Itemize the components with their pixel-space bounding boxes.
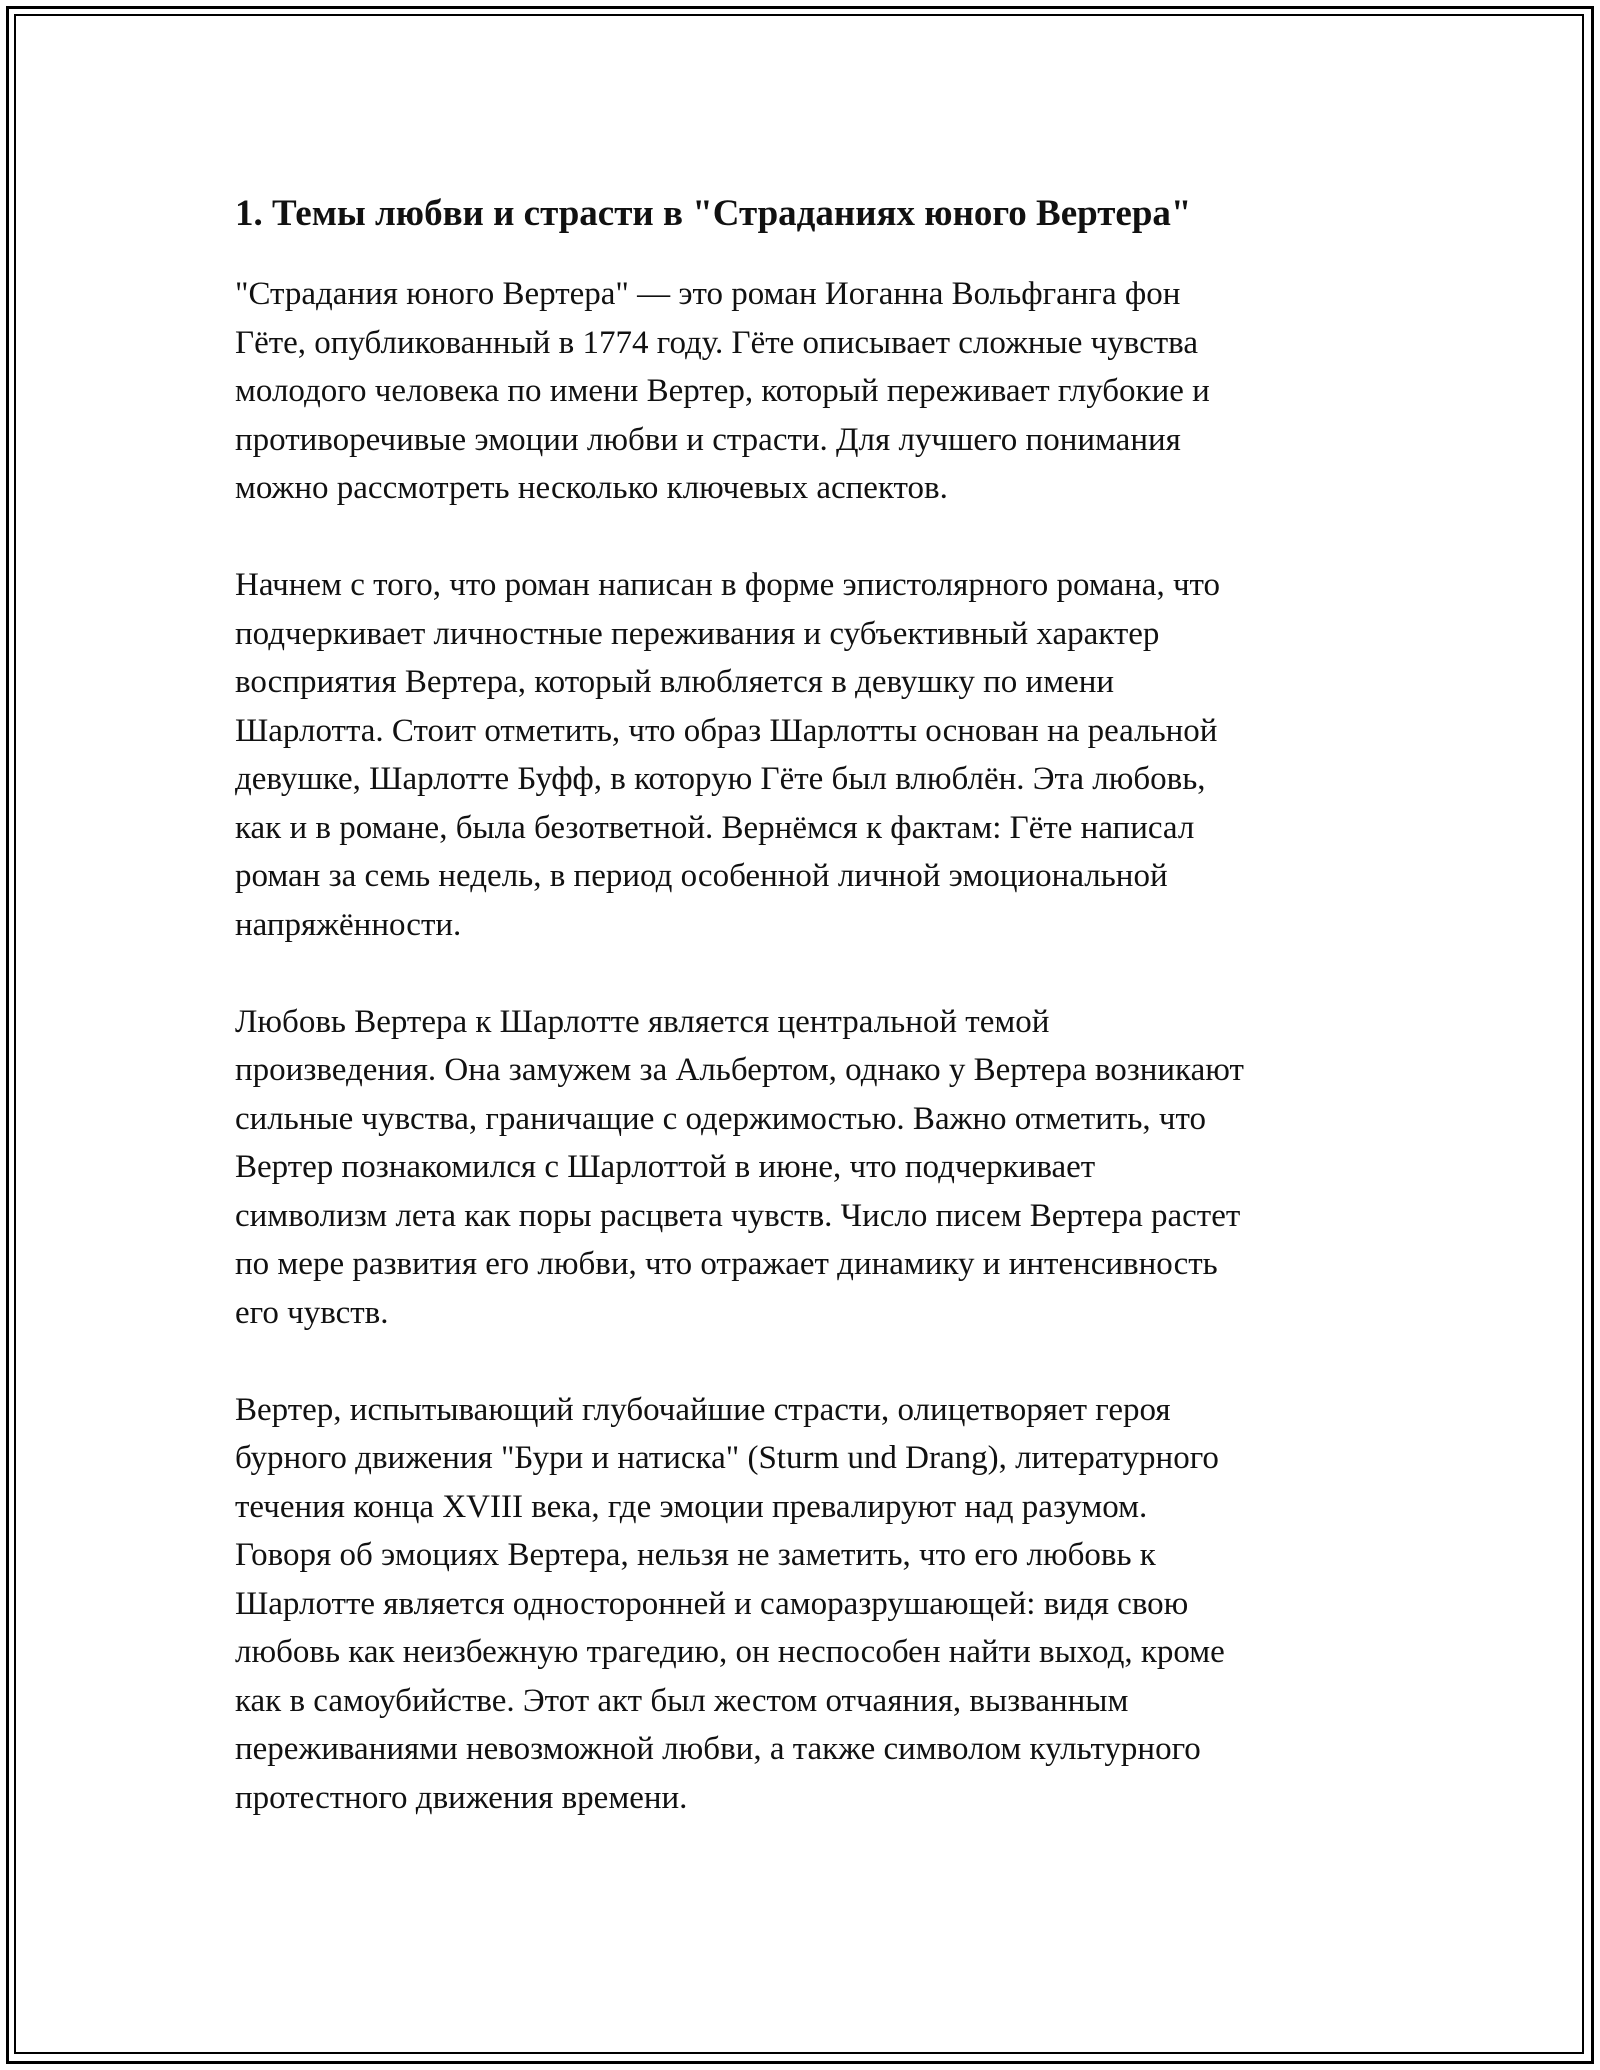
- paragraph-intro: "Страдания юного Вертера" — это роман Иоганна Вольфганга фон Гёте, опубликованный в 1774 году. Гёте описывает сложные чувства молодого человека по имени Вертер, который переживает глубокие и противоречивые эмоции любви и страсти. Для лучшего понимания можно рассмотреть несколько ключевых аспектов.: [235, 276, 1210, 506]
- paragraph-central-theme: Любовь Вертера к Шарлотте является центральной темой произведения. Она замужем за Альбертом, однако у Вертера возникают сильные чувства, граничащие с одержимостью. Важно отметить, что Вертер познакомился с Шарлоттой в июне, что подчеркивает символизм лета как поры расцвета чувств. Число писем Вертера растет по мере развития его любви, что отражает динамику и интенсивность его чувств.: [235, 1003, 1244, 1331]
- document-title: 1. Темы любви и страсти в "Страданиях юного Вертера": [235, 193, 1192, 234]
- paragraph-epistolary-form: Начнем с того, что роман написан в форме эпистолярного романа, что подчеркивает личностные переживания и субъективный характер восприятия Вертера, который влюбляется в девушку по имени Шарлотта. Стоит отметить, что образ Шарлотты основан на реальной девушке, Шарлотте Буфф, в которую Гёте был влюблён. Эта любовь, как и в романе, была безответной. Вернёмся к фактам: Гёте написал роман за семь недель, в период особенной личной эмоциональной напряжённости.: [235, 567, 1221, 943]
- document-body: [235, 188, 1375, 1822]
- paragraph-sturm-und-drang: Вертер, испытывающий глубочайшие страсти, олицетворяет героя бурного движения "Бури и натиска" (Sturm und Drang), литературного течения конца XVIII века, где эмоции превалируют над разумом. Говоря об эмоциях Вертера, нельзя не заметить, что его любовь к Шарлотте является односторонней и саморазрушающей: видя свою любовь как неизбежную трагедию, он неспособен найти выход, кроме как в самоубийстве. Этот акт был жестом отчаяния, вызванным переживаниями невозможной любви, а также символом культурного протестного движения времени.: [235, 1391, 1225, 1816]
